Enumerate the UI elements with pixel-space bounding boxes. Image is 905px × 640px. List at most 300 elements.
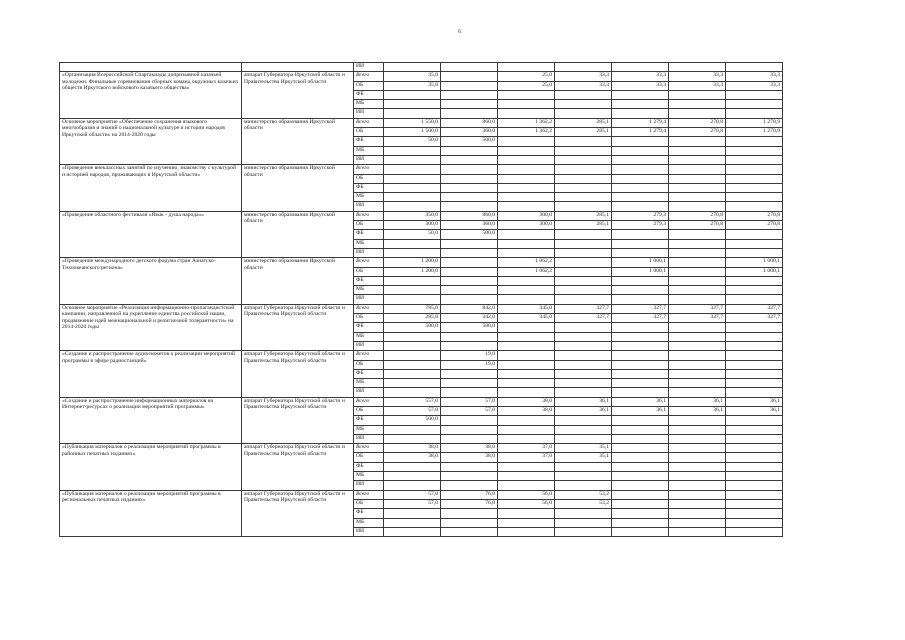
amount-cell	[669, 481, 726, 490]
funding-source-code: ИИ	[354, 202, 384, 211]
amount-cell	[441, 369, 498, 378]
amount-cell	[555, 183, 612, 192]
amount-cell	[669, 295, 726, 304]
amount-cell	[612, 360, 669, 369]
amount-cell: 500,0	[441, 137, 498, 146]
amount-cell: 57,0	[384, 490, 441, 499]
amount-cell	[726, 109, 783, 118]
amount-cell: 33,3	[669, 72, 726, 81]
amount-cell: 1 000,1	[726, 258, 783, 267]
amount-cell	[726, 165, 783, 174]
amount-cell	[669, 369, 726, 378]
amount-cell	[555, 202, 612, 211]
amount-cell: 1 500,0	[384, 128, 441, 137]
executor: аппарат Губернатора Иркутской области и Правительства Иркутской области	[242, 304, 354, 350]
activity-title: Основное мероприятие «Реализация информационно-пропагандистской кампании, направленной на укрепление единства российской нации, продвижение идей межнациональной и религиозной толерантности» на 2014-2020 годы	[60, 304, 242, 350]
amount-cell	[384, 360, 441, 369]
funding-source-code: МБ	[354, 425, 384, 434]
amount-cell: 270,8	[669, 211, 726, 220]
amount-cell	[441, 509, 498, 518]
amount-cell	[498, 248, 555, 257]
amount-cell	[498, 100, 555, 109]
amount-cell	[612, 434, 669, 443]
amount-cell: 35,0	[384, 81, 441, 90]
amount-cell	[612, 295, 669, 304]
page-number: 6	[458, 29, 461, 35]
amount-cell	[726, 332, 783, 341]
amount-cell	[441, 276, 498, 285]
amount-cell: 350,0	[384, 211, 441, 220]
amount-cell	[726, 472, 783, 481]
amount-cell	[612, 509, 669, 518]
amount-cell	[726, 444, 783, 453]
amount-cell: 285,1	[555, 118, 612, 127]
funding-source-code: ФБ	[354, 509, 384, 518]
amount-cell: 36,1	[669, 397, 726, 406]
amount-cell	[669, 286, 726, 295]
amount-cell	[441, 90, 498, 99]
amount-cell: 1 362,2	[498, 128, 555, 137]
amount-cell	[498, 416, 555, 425]
executor: аппарат Губернатора Иркутской области и Правительства Иркутской области	[242, 351, 354, 397]
amount-cell: 1 000,1	[612, 258, 669, 267]
amount-cell	[669, 453, 726, 462]
amount-cell: 270,8	[669, 128, 726, 137]
amount-cell: 360,0	[441, 221, 498, 230]
amount-cell: 860,0	[441, 118, 498, 127]
amount-cell	[498, 165, 555, 174]
amount-cell: 35,1	[555, 453, 612, 462]
amount-cell	[669, 472, 726, 481]
amount-cell	[612, 109, 669, 118]
amount-cell: 36,1	[612, 406, 669, 415]
amount-cell	[441, 100, 498, 109]
amount-cell	[555, 527, 612, 536]
amount-cell	[726, 453, 783, 462]
amount-cell	[555, 146, 612, 155]
amount-cell	[555, 137, 612, 146]
amount-cell: 25,0	[498, 81, 555, 90]
amount-cell: 300,0	[498, 211, 555, 220]
amount-cell	[555, 90, 612, 99]
amount-cell	[498, 90, 555, 99]
table-row	[60, 211, 783, 220]
amount-cell	[441, 81, 498, 90]
amount-cell: 285,1	[555, 211, 612, 220]
table-row	[60, 118, 783, 127]
amount-cell	[555, 239, 612, 248]
amount-cell	[555, 258, 612, 267]
activity-title: «Проведение внеклассных занятий по изучению, знакомству с культурой и историей народов, проживающих в Иркутской области»	[60, 165, 242, 211]
amount-cell: 33,3	[612, 72, 669, 81]
amount-cell	[384, 174, 441, 183]
amount-cell	[726, 379, 783, 388]
amount-cell	[726, 174, 783, 183]
amount-cell: 35,1	[555, 444, 612, 453]
amount-cell	[384, 379, 441, 388]
funding-source-code: ОБ	[354, 174, 384, 183]
amount-cell	[441, 425, 498, 434]
amount-cell	[612, 276, 669, 285]
amount-cell	[441, 155, 498, 164]
funding-source-code: ФБ	[354, 183, 384, 192]
amount-cell	[669, 267, 726, 276]
amount-cell	[612, 425, 669, 434]
amount-cell: 1 279,4	[612, 118, 669, 127]
amount-cell: 327,7	[555, 304, 612, 313]
amount-cell: 33,3	[726, 81, 783, 90]
amount-cell	[555, 230, 612, 239]
funding-source-code: ОБ	[354, 81, 384, 90]
amount-cell	[555, 379, 612, 388]
amount-cell	[441, 239, 498, 248]
funding-source-code: МБ	[354, 193, 384, 202]
table-row	[60, 397, 783, 406]
amount-cell	[498, 183, 555, 192]
table-row	[60, 165, 783, 174]
amount-cell: 270,8	[726, 221, 783, 230]
amount-cell: 36,1	[726, 397, 783, 406]
amount-cell	[612, 202, 669, 211]
amount-cell	[669, 360, 726, 369]
amount-cell	[384, 109, 441, 118]
amount-cell: 500,0	[384, 323, 441, 332]
amount-cell	[441, 72, 498, 81]
amount-cell	[726, 295, 783, 304]
amount-cell	[555, 323, 612, 332]
amount-cell: 345,0	[498, 314, 555, 323]
amount-cell	[384, 183, 441, 192]
amount-cell: 1 200,0	[384, 258, 441, 267]
funding-source-code: ИИ	[354, 155, 384, 164]
amount-cell	[498, 174, 555, 183]
amount-cell: 1 270,9	[726, 128, 783, 137]
amount-cell	[612, 155, 669, 164]
amount-cell: 33,3	[612, 81, 669, 90]
amount-cell	[441, 416, 498, 425]
amount-cell: 327,7	[612, 314, 669, 323]
amount-cell	[441, 341, 498, 350]
program-funding-table	[59, 62, 783, 537]
amount-cell: 37,0	[498, 453, 555, 462]
amount-cell: 500,0	[441, 323, 498, 332]
amount-cell	[441, 527, 498, 536]
amount-cell	[384, 295, 441, 304]
funding-source-code: Всего	[354, 211, 384, 220]
table-row	[60, 72, 783, 81]
funding-source-code: МБ	[354, 100, 384, 109]
amount-cell	[669, 527, 726, 536]
amount-cell	[498, 323, 555, 332]
amount-cell	[384, 155, 441, 164]
activity-title: «Организация Всероссийской Спартакиады допризывной казачьей молодежи. Финальные соревнования сборных команд окружных казачьих обществ Иркутского войскового казачьего общества»	[60, 72, 242, 118]
amount-cell	[669, 202, 726, 211]
amount-cell	[441, 286, 498, 295]
funding-source-code: МБ	[354, 518, 384, 527]
executor: аппарат Губернатора Иркутской области и Правительства Иркутской области	[242, 490, 354, 536]
amount-cell	[384, 248, 441, 257]
amount-cell	[669, 248, 726, 257]
amount-cell	[612, 90, 669, 99]
amount-cell: 345,0	[498, 304, 555, 313]
activity-title: Основное мероприятие «Обеспечение сохранения языкового многообразия и знаний о национальной культуре и истории народов Иркутской области» на 2014-2020 годы	[60, 118, 242, 164]
amount-cell	[441, 165, 498, 174]
executor: министерство образования Иркутской области	[242, 211, 354, 257]
amount-cell	[669, 276, 726, 285]
amount-cell	[498, 472, 555, 481]
funding-source-code: МБ	[354, 239, 384, 248]
funding-source-code: ИИ	[354, 527, 384, 536]
funding-source-code: ОБ	[354, 360, 384, 369]
amount-cell: 57,0	[441, 397, 498, 406]
amount-cell	[669, 490, 726, 499]
amount-cell	[441, 472, 498, 481]
funding-source-code: ФБ	[354, 137, 384, 146]
amount-cell	[669, 323, 726, 332]
amount-cell	[555, 276, 612, 285]
amount-cell	[726, 248, 783, 257]
amount-cell	[384, 239, 441, 248]
amount-cell	[669, 499, 726, 508]
funding-source-code: ФБ	[354, 230, 384, 239]
amount-cell	[384, 518, 441, 527]
amount-cell	[384, 341, 441, 350]
amount-cell	[498, 379, 555, 388]
amount-cell	[726, 416, 783, 425]
amount-cell	[612, 472, 669, 481]
amount-cell	[384, 527, 441, 536]
amount-cell	[441, 295, 498, 304]
amount-cell: 327,7	[726, 304, 783, 313]
amount-cell: 57,0	[441, 406, 498, 415]
executor: аппарат Губернатора Иркутской области и Правительства Иркутской области	[242, 397, 354, 443]
amount-cell	[669, 239, 726, 248]
lead-row	[60, 63, 783, 72]
amount-cell	[726, 155, 783, 164]
amount-cell	[555, 341, 612, 350]
amount-cell	[384, 462, 441, 471]
amount-cell	[441, 518, 498, 527]
amount-cell	[669, 425, 726, 434]
amount-cell	[669, 434, 726, 443]
amount-cell	[441, 248, 498, 257]
amount-cell	[669, 90, 726, 99]
amount-cell: 19,0	[441, 360, 498, 369]
amount-cell: 300,0	[384, 221, 441, 230]
amount-cell: 285,1	[555, 128, 612, 137]
amount-cell	[669, 137, 726, 146]
funding-source-code: ОБ	[354, 267, 384, 276]
amount-cell	[726, 286, 783, 295]
amount-cell: 300,0	[498, 221, 555, 230]
amount-cell	[441, 434, 498, 443]
amount-cell	[441, 379, 498, 388]
amount-cell: 327,7	[612, 304, 669, 313]
funding-source-code: МБ	[354, 286, 384, 295]
amount-cell	[612, 490, 669, 499]
amount-cell	[612, 230, 669, 239]
amount-cell	[498, 434, 555, 443]
amount-cell	[498, 509, 555, 518]
amount-cell: 360,0	[441, 128, 498, 137]
amount-cell	[612, 248, 669, 257]
amount-cell: 270,8	[669, 221, 726, 230]
amount-cell	[726, 341, 783, 350]
amount-cell: 500,0	[384, 416, 441, 425]
amount-cell	[498, 518, 555, 527]
amount-cell: 270,8	[669, 118, 726, 127]
amount-cell	[669, 109, 726, 118]
amount-cell	[555, 174, 612, 183]
amount-cell	[555, 425, 612, 434]
funding-source-code: ОБ	[354, 314, 384, 323]
amount-cell	[612, 193, 669, 202]
table-row	[60, 444, 783, 453]
amount-cell	[726, 230, 783, 239]
amount-cell: 25,0	[498, 72, 555, 81]
amount-cell	[441, 109, 498, 118]
amount-cell	[555, 351, 612, 360]
amount-cell	[498, 351, 555, 360]
executor: министерство образования Иркутской области	[242, 118, 354, 164]
amount-cell	[726, 276, 783, 285]
amount-cell	[612, 100, 669, 109]
amount-cell	[669, 183, 726, 192]
amount-cell	[726, 518, 783, 527]
amount-cell	[726, 527, 783, 536]
funding-source-code: МБ	[354, 379, 384, 388]
amount-cell: 38,0	[441, 444, 498, 453]
amount-cell	[612, 174, 669, 183]
amount-cell	[441, 146, 498, 155]
code-cell: ИИ	[354, 63, 384, 72]
amount-cell	[726, 183, 783, 192]
amount-cell: 53,2	[555, 499, 612, 508]
amount-cell	[726, 425, 783, 434]
amount-cell: 270,8	[726, 211, 783, 220]
amount-cell	[612, 416, 669, 425]
amount-cell	[612, 499, 669, 508]
amount-cell	[612, 165, 669, 174]
funding-source-code: Всего	[354, 165, 384, 174]
amount-cell: 1 000,1	[726, 267, 783, 276]
amount-cell: 1 200,0	[384, 267, 441, 276]
amount-cell: 36,1	[726, 406, 783, 415]
amount-cell	[555, 295, 612, 304]
amount-cell	[612, 146, 669, 155]
amount-cell	[384, 276, 441, 285]
amount-cell	[726, 388, 783, 397]
amount-cell	[498, 193, 555, 202]
amount-cell	[498, 276, 555, 285]
funding-source-code: ОБ	[354, 406, 384, 415]
amount-cell	[669, 258, 726, 267]
amount-cell	[498, 388, 555, 397]
amount-cell	[441, 183, 498, 192]
amount-cell	[555, 416, 612, 425]
amount-cell	[726, 369, 783, 378]
amount-cell: 327,7	[726, 314, 783, 323]
amount-cell	[498, 295, 555, 304]
amount-cell	[384, 100, 441, 109]
amount-cell: 327,7	[555, 314, 612, 323]
amount-cell	[498, 341, 555, 350]
amount-cell	[441, 193, 498, 202]
funding-source-code: ФБ	[354, 276, 384, 285]
activity-title: «Создание и распространение аудиосюжетов о реализации мероприятий программы в эфире радиостанций»	[60, 351, 242, 397]
executor: министерство образования Иркутской области	[242, 258, 354, 304]
amount-cell	[441, 258, 498, 267]
amount-cell: 557,0	[384, 397, 441, 406]
amount-cell	[726, 351, 783, 360]
funding-source-code: ОБ	[354, 221, 384, 230]
funding-source-code: Всего	[354, 444, 384, 453]
table-row	[60, 304, 783, 313]
amount-cell	[612, 388, 669, 397]
amount-cell: 38,0	[441, 453, 498, 462]
amount-cell: 76,0	[441, 490, 498, 499]
amount-cell	[669, 165, 726, 174]
amount-cell: 57,0	[384, 406, 441, 415]
amount-cell	[669, 332, 726, 341]
amount-cell	[555, 267, 612, 276]
amount-cell: 1 550,0	[384, 118, 441, 127]
amount-cell: 76,0	[441, 499, 498, 508]
amount-cell	[384, 165, 441, 174]
amount-cell	[384, 369, 441, 378]
amount-cell: 1 279,4	[612, 128, 669, 137]
funding-source-code: ИИ	[354, 109, 384, 118]
amount-cell	[498, 527, 555, 536]
amount-cell: 785,0	[384, 304, 441, 313]
activity-title: «Публикация материалов о реализации мероприятий программы в районных печатных изданиях»	[60, 444, 242, 490]
amount-cell	[612, 341, 669, 350]
amount-cell: 38,0	[498, 397, 555, 406]
amount-cell	[669, 174, 726, 183]
amount-cell: 279,3	[612, 221, 669, 230]
amount-cell	[669, 388, 726, 397]
executor: аппарат Губернатора Иркутской области и Правительства Иркутской области	[242, 444, 354, 490]
funding-source-code: ИИ	[354, 248, 384, 257]
amount-cell	[498, 360, 555, 369]
amount-cell: 860,0	[441, 211, 498, 220]
amount-cell	[555, 369, 612, 378]
amount-cell	[555, 332, 612, 341]
amount-cell: 56,0	[498, 499, 555, 508]
amount-cell	[669, 509, 726, 518]
amount-cell	[555, 388, 612, 397]
amount-cell: 1 270,9	[726, 118, 783, 127]
amount-cell	[441, 481, 498, 490]
amount-cell	[441, 388, 498, 397]
amount-cell	[555, 109, 612, 118]
amount-cell	[726, 462, 783, 471]
amount-cell	[726, 499, 783, 508]
funding-source-code: Всего	[354, 397, 384, 406]
amount-cell	[669, 193, 726, 202]
amount-cell	[384, 193, 441, 202]
amount-cell	[612, 369, 669, 378]
funding-source-code: Всего	[354, 490, 384, 499]
amount-cell	[441, 174, 498, 183]
amount-cell	[669, 100, 726, 109]
funding-source-code: МБ	[354, 146, 384, 155]
amount-cell	[555, 155, 612, 164]
amount-cell	[555, 193, 612, 202]
funding-source-code: ОБ	[354, 499, 384, 508]
amount-cell: 1 362,2	[498, 118, 555, 127]
funding-source-code: Всего	[354, 304, 384, 313]
